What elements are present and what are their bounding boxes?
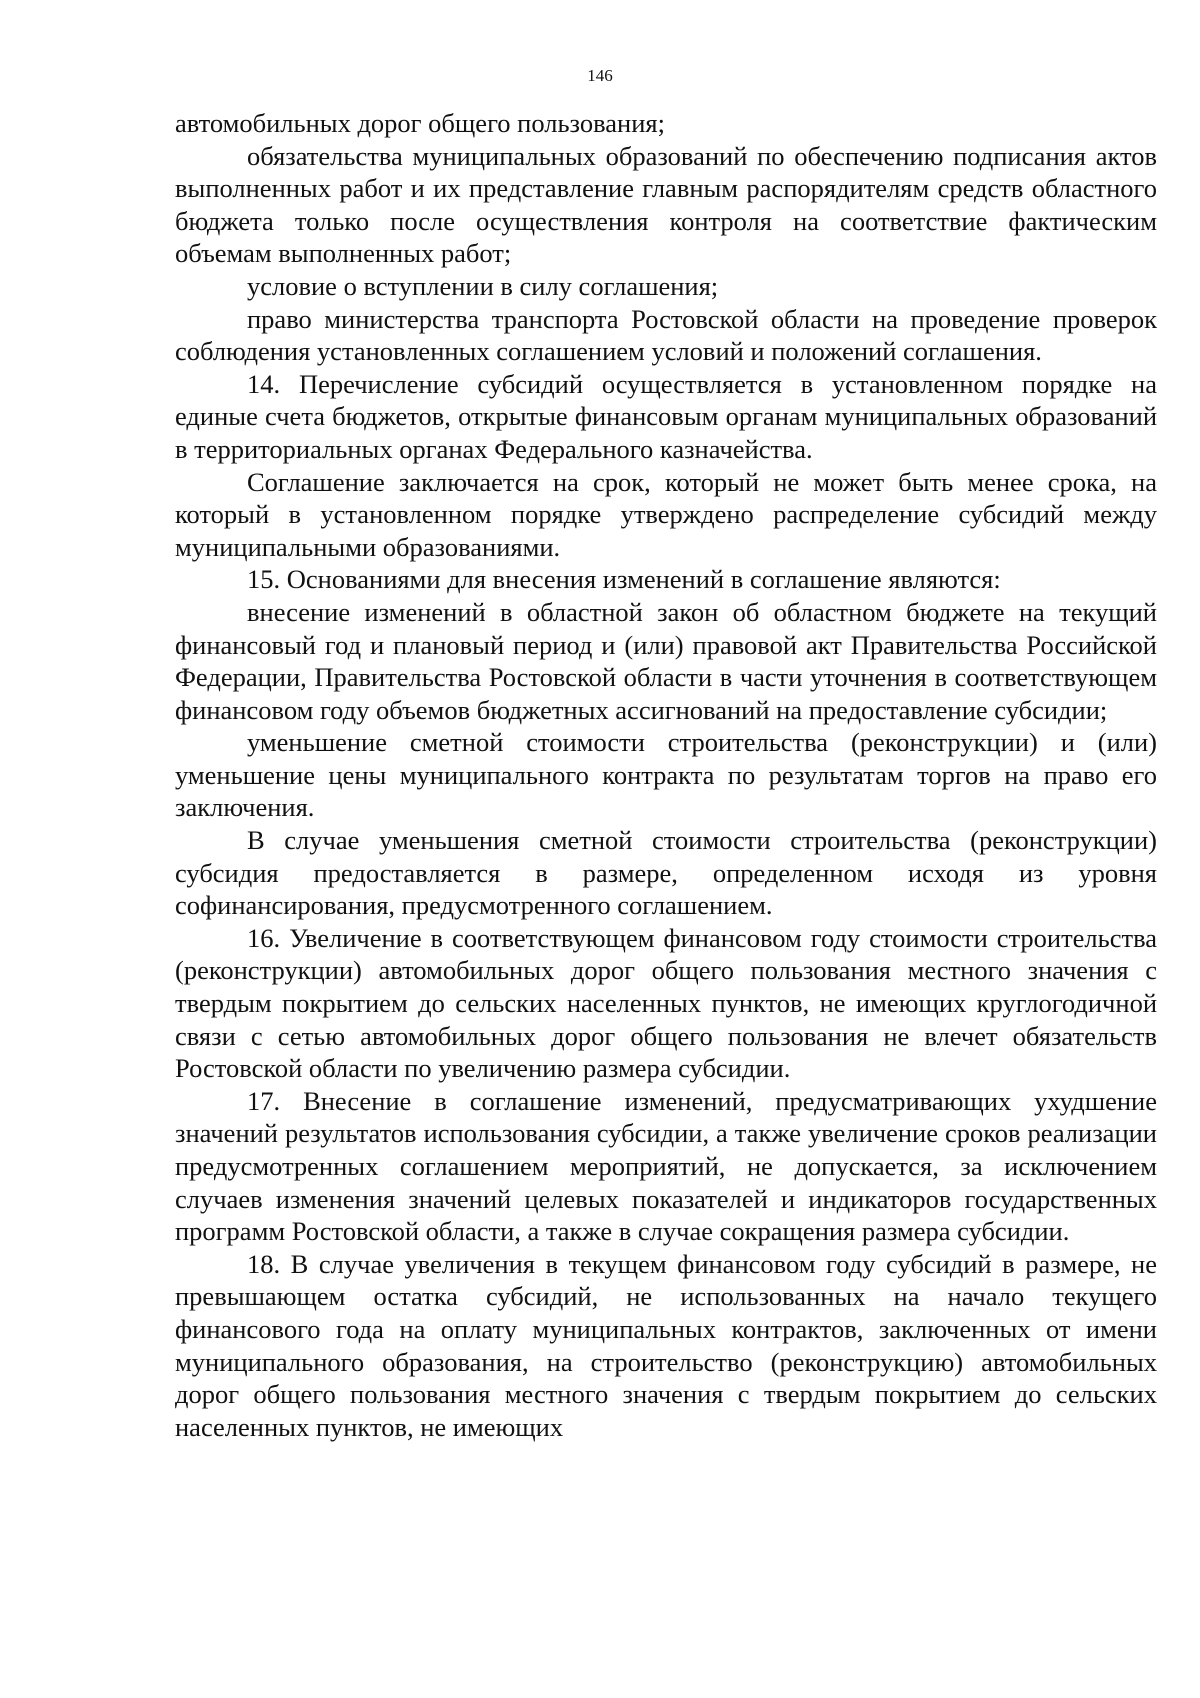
paragraph-agreement-term: Соглашение заключается на срок, который не может быть менее срока, на который в установленном порядке утверждено распределение субсидий между муниципальными образованиями. <box>175 466 1157 562</box>
paragraph-reduced-cost-case: В случае уменьшения сметной стоимости строительства (реконструкции) субсидия предоставляется в размере, определенном исходя из уровня софинансирования, предусмотренного соглашением. <box>175 825 1157 921</box>
document-body <box>175 107 1157 1443</box>
paragraph-cost-reduction: уменьшение сметной стоимости строительства (реконструкции) и (или) уменьшение цены муниципального контракта по результатам торгов на право его заключения. <box>175 727 1157 823</box>
paragraph-budget-law-changes: внесение изменений в областной закон об областном бюджете на текущий финансовый год и плановый период и (или) правовой акт Правительства Российской Федерации, Правительства Ростовской области в части уточнения в соответствующем финансовом году объемов бюджетных ассигнований на предоставление субсидии; <box>175 596 1157 725</box>
paragraph-item-14: 14. Перечисление субсидий осуществляется в установленном порядке на единые счета бюджетов, открытые финансовым органам муниципальных образований в территориальных органах Федерального казначейства. <box>175 368 1157 464</box>
paragraph-item-17: 17. Внесение в соглашение изменений, предусматривающих ухудшение значений результатов использования субсидии, а также увеличение сроков реализации предусмотренных соглашением мероприятий, не допускается, за исключением случаев изменения значений целевых показателей и индикаторов государственных программ Ростовской области, а также в случае сокращения размера субсидии. <box>175 1085 1157 1247</box>
paragraph-ministry-right: право министерства транспорта Ростовской области на проведение проверок соблюдения установленных соглашением условий и положений соглашения. <box>175 303 1157 367</box>
paragraph-entry-into-force: условие о вступлении в силу соглашения; <box>247 270 719 301</box>
paragraph-continuation: автомобильных дорог общего пользования; <box>175 108 665 138</box>
paragraph-item-15: 15. Основаниями для внесения изменений в соглашение являются: <box>247 564 1001 595</box>
paragraph-item-16: 16. Увеличение в соответствующем финансовом году стоимости строительства (реконструкции) автомобильных дорог общего пользования местного значения с твердым покрытием до сельских населенных пунктов, не имеющих круглогодичной связи с сетью автомобильных дорог общего пользования не влечет обязательств Ростовской области по увеличению размера субсидии. <box>175 922 1157 1084</box>
paragraph-item-18: 18. В случае увеличения в текущем финансовом году субсидий в размере, не превышающем остатка субсидий, не использованных на начало текущего финансового года на оплату муниципальных контрактов, заключенных от имени муниципального образования, на строительство (реконструкцию) автомобильных дорог общего пользования местного значения с твердым покрытием до сельских населенных пунктов, не имеющих <box>175 1248 1157 1442</box>
page-number: 146 <box>587 66 613 85</box>
paragraph-obligations: обязательства муниципальных образований по обеспечению подписания актов выполненных работ и их представление главным распорядителям средств областного бюджета только после осуществления контроля на соответствие фактическим объемам выполненных работ; <box>175 140 1157 269</box>
